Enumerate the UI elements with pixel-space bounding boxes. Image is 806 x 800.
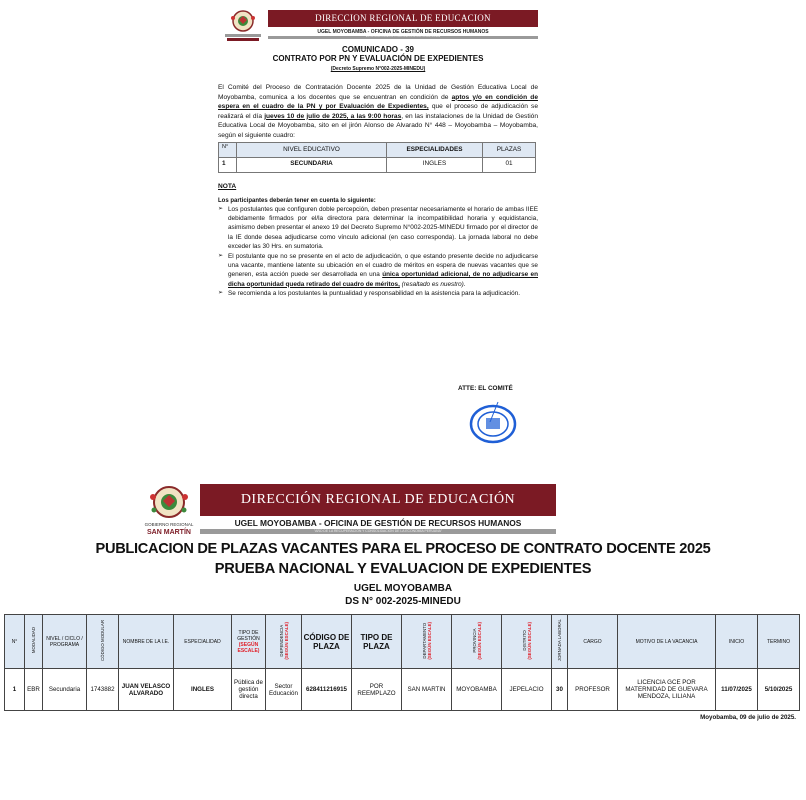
bullet-text: El postulante que no se presente en el acto de adjudicación, o que estando presente decide no adjudicarse una vacante, mantiene latente su ubicación en el cuadro de méritos en espera de nuevas vacantes que se generen, esta acción puede ser desarrollada en una [228, 252, 538, 279]
col-header-especialidad: ESPECIALIDAD [174, 615, 232, 669]
place-date-line: Moyobamba, 09 de julio de 2025. [700, 714, 796, 721]
table-row [219, 157, 536, 172]
header-subtitle: UGEL MOYOBAMBA - OFICINA DE GESTIÓN DE RECURSOS HUMANOS [317, 29, 489, 35]
table-header-row [5, 615, 800, 669]
col-header-n: N° [5, 615, 25, 669]
header-label: PROVINCIA [471, 628, 477, 653]
decree-reference: (Decreto Supremo N°002-2025-MINEDU) [330, 66, 426, 72]
body-date-emphasis: jueves 10 de julio de 2025, a las 9:00 horas [264, 112, 402, 120]
comunicado-title [218, 45, 538, 63]
header-label: DISTRITO [521, 630, 527, 651]
header-note: (SEGÚN ESCALE) [426, 621, 432, 660]
col-header-tipo-plaza: TIPO DE PLAZA [352, 615, 402, 669]
cell-termino: 5/10/2025 [758, 669, 800, 711]
regional-government-logo-icon [222, 8, 264, 42]
cell-motivo: LICENCIA GCE POR MATERNIDAD DE GUEVARA MENDOZA, LILIANA [618, 669, 716, 711]
col-header-motivo: MOTIVO DE LA VACANCIA [618, 615, 716, 669]
cell-nivel: Secundaria [43, 669, 87, 711]
cell: SECUNDARIA [237, 157, 387, 172]
cell-provincia: MOYOBAMBA [452, 669, 502, 711]
col-header-nombre-ie: NOMBRE DE LA I.E. [119, 615, 174, 669]
cell-n: 1 [5, 669, 25, 711]
col-header-codigo-plaza: CÓDIGO DE PLAZA [302, 615, 352, 669]
cell-distrito: JEPELACIO [502, 669, 552, 711]
header-bar-title: DIRECCION REGIONAL DE EDUCACION [268, 10, 538, 27]
col-header-cargo: CARGO [568, 615, 618, 669]
cell-dependencia: Sector Educación [266, 669, 302, 711]
vacancies-table [4, 614, 800, 711]
header-label: DEPENDENCIA [278, 624, 284, 657]
svg-text:SAN MARTÍN: SAN MARTÍN [147, 529, 191, 536]
cell-departamento: SAN MARTIN [402, 669, 452, 711]
cell-codigo-plaza: 628411216915 [302, 669, 352, 711]
publication-subtitle: PRUEBA NACIONAL Y EVALUACION DE EXPEDIENTES [214, 561, 592, 577]
bullet-note: (resaltado es nuestro). [399, 280, 466, 288]
col-header-jornada [552, 615, 568, 669]
header-motto: "AÑO DE LA RECUPERACIÓN Y CONSOLIDACIÓN DE LA ECONOMÍA PERUANA" [200, 529, 556, 534]
bullet-emphasis: única oportunidad adicional, de no adjudicarse en dicha oportunidad queda retirado del cuadro de méritos, [228, 271, 538, 288]
list-item [218, 289, 538, 298]
nota-list [218, 205, 538, 299]
committee-seal-icon [468, 400, 518, 444]
col-header: ESPECIALIDADES [387, 142, 483, 157]
cell-especialidad: INGLES [174, 669, 232, 711]
bullet-text: Los postulantes que configuren doble percepción, deben presentar necesariamente el horario de ambas IIEE debidamente firmados por el/la directora para determinar la incompatibilidad horaria y equidistancia, asimismo deben presentar el anexo 19 del Decreto Supremo N°002-2025-MINEDU firmado por el director de la IE donde desea adjudicarse como vínculo adicional (en caso corresponda). La jornada laboral no debe exceder las 30 Hrs. en sumatoria. [228, 205, 538, 251]
cell: 1 [219, 157, 237, 172]
col-header: PLAZAS [483, 142, 536, 157]
arrow-bullet-icon: ➢ [218, 252, 224, 259]
svg-text:GOBIERNO REGIONAL: GOBIERNO REGIONAL [144, 522, 194, 527]
vacancy-summary-table [218, 142, 536, 173]
header-text [472, 622, 482, 660]
regional-government-logo-icon [140, 482, 198, 538]
header-note: (SEGÚN ESCALE) [476, 621, 482, 660]
bullet-text: Se recomienda a los postulantes la puntualidad y responsabilidad en la asistencia para la adjudicación. [228, 290, 521, 298]
header-text [522, 622, 532, 660]
publication-decree: DS N° 002-2025-MINEDU [345, 596, 461, 607]
header-text: CÓDIGO MODULAR [100, 620, 105, 661]
cell-tipo-plaza: POR REEMPLAZO [352, 669, 402, 711]
col-header-tipo-gestion [232, 615, 266, 669]
col-header-nivel: NIVEL / CICLO / PROGRAMA [43, 615, 87, 669]
col-header-dependencia [266, 615, 302, 669]
cell-codigo-modular: 1743882 [87, 669, 119, 711]
header-text: TIPO DE GESTIÓN [237, 629, 260, 642]
cell-cargo: PROFESOR [568, 669, 618, 711]
header-note: (SEGÚN ESCALE) [283, 621, 289, 660]
arrow-bullet-icon: ➢ [218, 290, 224, 297]
header-motto: "AÑO DE LA RECUPERACIÓN Y CONSOLIDACIÓN DE LA ECONOMÍA PERUANA" [268, 36, 538, 39]
publication-ugel: UGEL MOYOBAMBA [353, 583, 453, 594]
col-header-inicio: INICIO [716, 615, 758, 669]
nota-lead: Los participantes deberán tener en cuenta lo siguiente: [218, 197, 376, 204]
header-note: (SEGÚN ESCALE) [526, 621, 532, 660]
cell-modalidad: EBR [25, 669, 43, 711]
col-header-codigo-modular [87, 615, 119, 669]
comunicado-document [218, 8, 538, 299]
header-text [279, 622, 289, 660]
col-header-termino: TERMINO [758, 615, 800, 669]
comunicado-header [218, 8, 538, 42]
header-subtitle: UGEL MOYOBAMBA - OFICINA DE GESTIÓN DE RECURSOS HUMANOS [234, 518, 522, 528]
col-header: NIVEL EDUCATIVO [237, 142, 387, 157]
publication-title: PUBLICACION DE PLAZAS VACANTES PARA EL PROCESO DE CONTRATO DOCENTE 2025 [95, 541, 711, 557]
body-text: , en las instalaciones de la Unidad de Gestión Educativa Local de Moyobamba, sito en el jirón Alonso de Alvarado N° 448 – Moyobamba – Moyobamba, según el siguiente cuadro: [218, 112, 538, 139]
header-text: JORNADA LABORAL [557, 619, 562, 662]
cell-jornada: 30 [552, 669, 568, 711]
nota-heading: NOTA [218, 182, 237, 190]
header-text [422, 622, 432, 660]
header-bar-title: DIRECCIÓN REGIONAL DE EDUCACIÓN [200, 484, 556, 516]
body-text: que el proceso de adjudicación se realizará el día [218, 103, 539, 120]
header-note: (SEGÚN ESCALE) [237, 641, 260, 654]
col-header: N° [219, 142, 237, 157]
list-item [218, 252, 538, 290]
table-row [5, 669, 800, 711]
signature-label: ATTE: EL COMITÉ [458, 385, 513, 392]
col-header-distrito [502, 615, 552, 669]
col-header-departamento [402, 615, 452, 669]
header-text: MODALIDAD [31, 627, 36, 654]
table-header-row [219, 142, 536, 157]
comunicado-subject: CONTRATO POR PN Y EVALUACIÓN DE EXPEDIENTES [272, 54, 484, 63]
comunicado-body [218, 83, 538, 141]
list-item [218, 205, 538, 252]
cell-tipo-gestion: Pública de gestión directa [232, 669, 266, 711]
comunicado-number: COMUNICADO - 39 [341, 45, 414, 54]
header-label: DEPARTAMENTO [421, 622, 427, 659]
body-text: El Comité del Proceso de Contratación Docente 2025 de la Unidad de Gestión Educativa Local de Moyobamba, comunica a los docentes que se encuentran en condición de [218, 84, 538, 101]
cell-nombre-ie: JUAN VELASCO ALVARADO [119, 669, 174, 711]
cell: INGLES [387, 157, 483, 172]
col-header-provincia [452, 615, 502, 669]
body-emphasis: aptos y/o en condición de espera en el cuadro de la PN y por Evaluación de Expedientes, [218, 93, 538, 111]
cell-inicio: 11/07/2025 [716, 669, 758, 711]
cell: 01 [483, 157, 536, 172]
col-header-modalidad [25, 615, 43, 669]
arrow-bullet-icon: ➢ [218, 205, 224, 212]
